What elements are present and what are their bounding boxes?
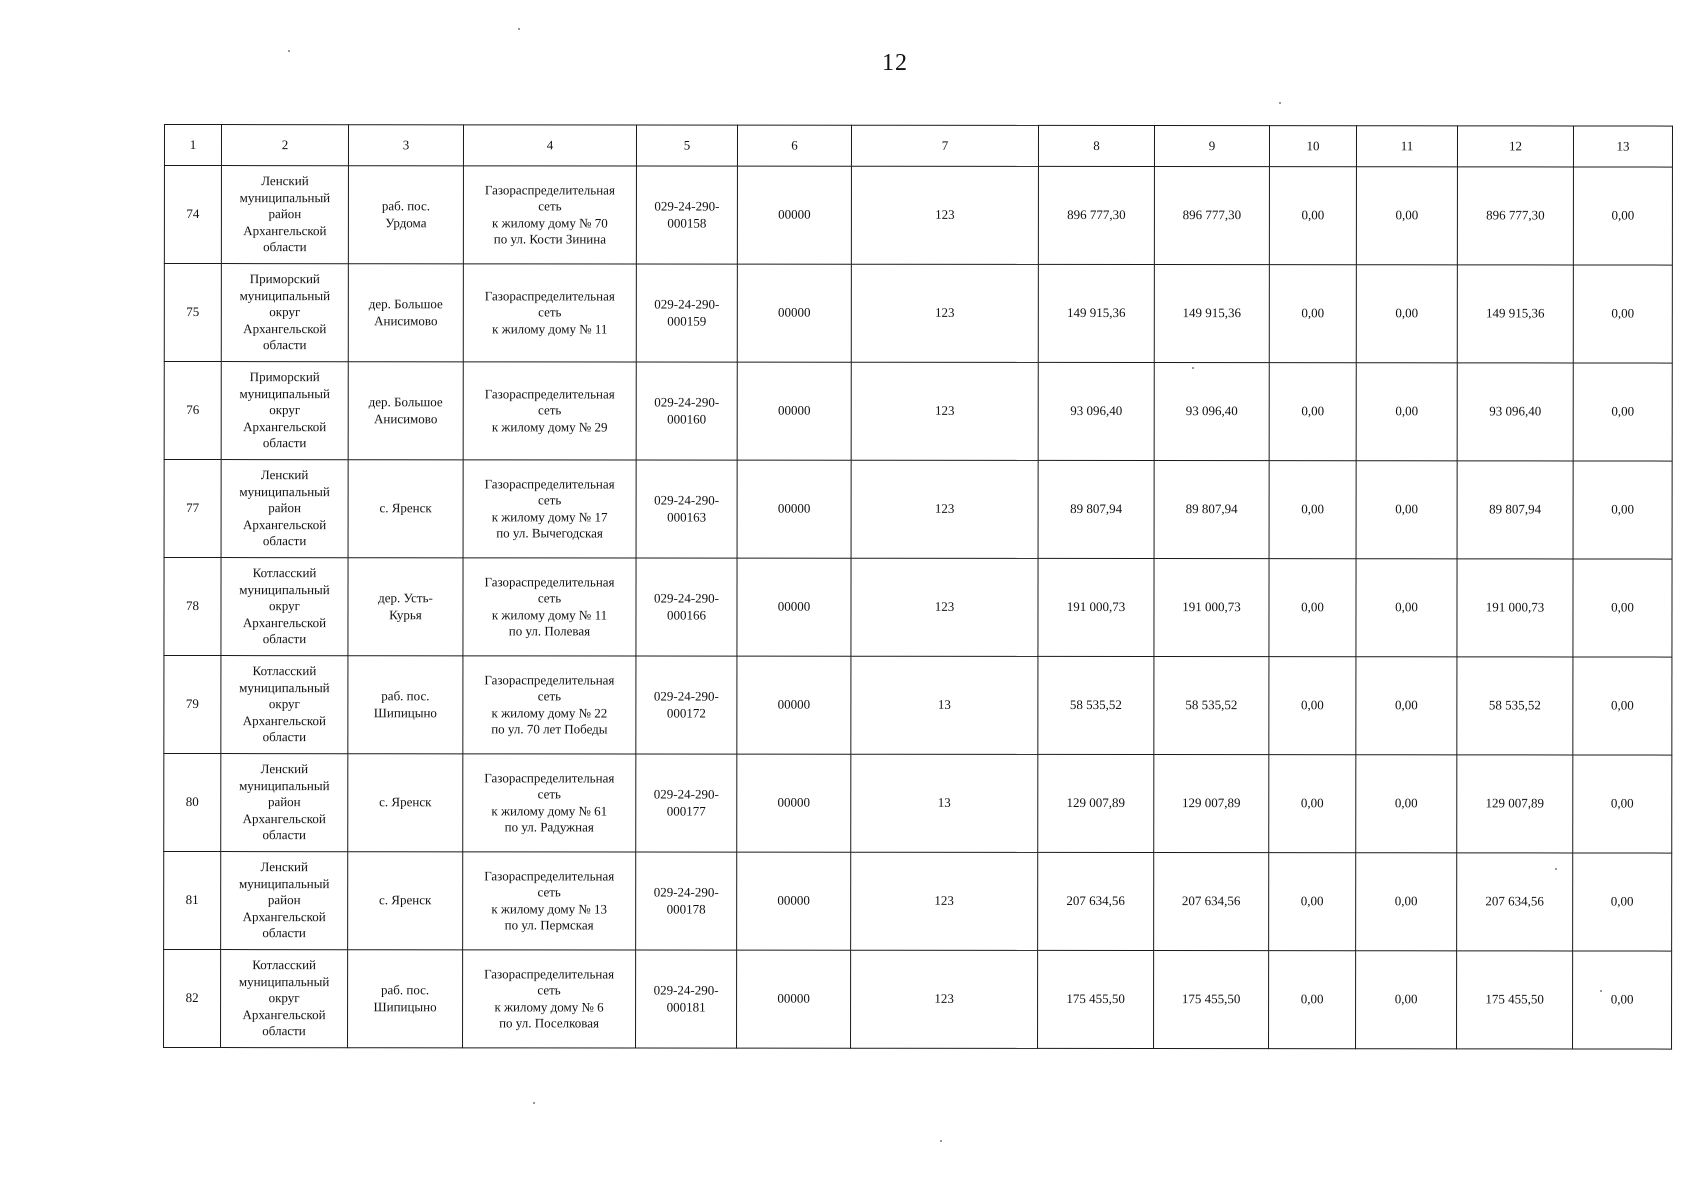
cell-text: 896 777,30: [1182, 207, 1242, 223]
table-cell: [164, 166, 221, 264]
table-cell: [1038, 852, 1154, 950]
cell-text: 029-24-290- 000159: [654, 296, 720, 329]
cell-text: 029-24-290- 000163: [654, 492, 720, 525]
table-cell: [463, 950, 636, 1048]
table-cell: [737, 852, 851, 950]
cell-text: 0,00: [1300, 795, 1324, 811]
table-cell: [1038, 166, 1154, 264]
table-cell: [737, 558, 851, 656]
cell-text: 123: [934, 893, 954, 909]
cell-text: 175 455,50: [1066, 991, 1125, 1007]
table-row: [164, 460, 1672, 560]
cell-text: 129 007,89: [1066, 795, 1126, 811]
table-cell: [851, 362, 1038, 460]
table-cell: [221, 950, 348, 1048]
table-cell: [737, 460, 851, 558]
table-cell: [348, 460, 463, 558]
cell-text: 81: [185, 892, 199, 908]
cell-text: 0,00: [1611, 599, 1634, 615]
column-number-cell: 4: [463, 125, 636, 166]
cell-text: 58 535,52: [1069, 697, 1122, 713]
cell-text: Газораспределительная сеть к жилому дому № 11 по ул. Полевая: [484, 573, 615, 639]
cell-text: 191 000,73: [1182, 599, 1241, 615]
table-cell: [164, 558, 221, 656]
cell-text: 0,00: [1394, 795, 1418, 811]
cell-text: 123: [934, 403, 955, 419]
table-cell: [1457, 657, 1573, 755]
cell-text: 00000: [777, 794, 811, 810]
table-cell: [1269, 853, 1356, 951]
cell-text: 00000: [777, 990, 810, 1006]
table-cell: [737, 264, 851, 362]
table-cell: [1457, 167, 1573, 265]
table-row: [164, 852, 1672, 952]
table-cell: [164, 264, 221, 362]
table-cell: [463, 852, 636, 950]
table-cell: [348, 656, 463, 754]
cell-text: с. Яренск: [379, 794, 432, 810]
cell-text: 129 007,89: [1485, 795, 1545, 811]
table-cell: [164, 460, 221, 558]
cell-text: 76: [186, 402, 200, 418]
table-cell: [1154, 265, 1269, 363]
table-cell: [348, 852, 463, 950]
table-cell: [1269, 461, 1356, 559]
cell-text: 0,00: [1300, 991, 1324, 1007]
table-cell: [1356, 363, 1457, 461]
scan-speck: [1192, 367, 1194, 369]
cell-text: 191 000,73: [1485, 599, 1545, 615]
page-number: 12: [882, 50, 908, 76]
cell-text: 129 007,89: [1182, 795, 1241, 811]
cell-text: Котласский муниципальный округ Архангельской области: [239, 565, 330, 647]
table-cell: [851, 166, 1038, 264]
table-cell: [463, 656, 636, 754]
table-cell: [851, 754, 1038, 852]
table-cell: [1269, 559, 1356, 657]
column-number-cell: 9: [1154, 126, 1269, 167]
table-cell: [221, 558, 348, 656]
table-cell: [1573, 461, 1672, 559]
table-cell: [348, 362, 463, 460]
cell-text: Газораспределительная сеть к жилому дому № 11: [484, 288, 615, 337]
cell-text: 0,00: [1610, 795, 1634, 811]
cell-text: Газораспределительная сеть к жилому дому № 70 по ул. Кости Зинина: [484, 181, 615, 247]
cell-text: Ленский муниципальный район Архангельской области: [239, 761, 330, 843]
cell-text: Газораспределительная сеть к жилому дому № 6 по ул. Поселковая: [484, 965, 615, 1031]
cell-text: 0,00: [1301, 207, 1325, 223]
table-cell: [1154, 755, 1269, 853]
table-cell: [463, 362, 636, 460]
table-cell: [851, 950, 1038, 1048]
cell-text: Приморский муниципальный округ Архангельской области: [239, 271, 331, 353]
column-number-cell: 12: [1457, 126, 1573, 167]
cell-text: 93 096,40: [1489, 403, 1542, 419]
cell-text: 896 777,30: [1067, 207, 1126, 223]
cell-text: 0,00: [1301, 501, 1324, 517]
cell-text: 0,00: [1394, 893, 1418, 909]
cell-text: Газораспределительная сеть к жилому дому № 22 по ул. 70 лет Победы: [484, 671, 615, 737]
cell-text: 0,00: [1395, 207, 1419, 223]
table-cell: [221, 852, 348, 950]
table-cell: [1269, 363, 1356, 461]
table-cell: [1356, 951, 1457, 1049]
table-cell: [1356, 265, 1457, 363]
cell-text: Газораспределительная сеть к жилому дому № 13 по ул. Пермская: [484, 867, 615, 933]
table-row: [164, 166, 1672, 266]
table-cell: [1038, 264, 1154, 362]
cell-text: 0,00: [1301, 697, 1324, 713]
column-number-cell: 5: [636, 125, 737, 166]
table-cell: [636, 362, 737, 460]
table-cell: [737, 656, 851, 754]
cell-text: 0,00: [1611, 305, 1635, 321]
table-cell: [1154, 951, 1269, 1049]
cell-text: 0,00: [1395, 599, 1418, 615]
table-cell: [636, 264, 737, 362]
table-cell: [636, 950, 737, 1048]
cell-text: с. Яренск: [379, 500, 432, 516]
cell-text: 79: [185, 696, 199, 712]
cell-text: 74: [186, 206, 200, 222]
table-cell: [737, 950, 851, 1048]
table-cell: [636, 852, 737, 950]
scan-speck: [1279, 102, 1281, 104]
cell-text: 029-24-290- 000158: [654, 198, 720, 231]
cell-text: 175 455,50: [1485, 991, 1544, 1007]
cell-text: Котласский муниципальный округ Архангельской области: [239, 663, 330, 745]
cell-text: 00000: [778, 206, 811, 222]
table-row: [164, 264, 1672, 364]
cell-text: 0,00: [1395, 305, 1419, 321]
table-cell: [164, 754, 221, 852]
cell-text: 82: [185, 990, 199, 1006]
cell-text: 123: [934, 501, 955, 517]
cell-text: 58 535,52: [1185, 697, 1238, 713]
table-cell: [1269, 265, 1356, 363]
column-number-cell: 2: [221, 125, 348, 166]
cell-text: 123: [935, 305, 955, 321]
table-cell: [636, 656, 737, 754]
cell-text: с. Яренск: [379, 892, 432, 908]
cell-text: 149 915,36: [1486, 305, 1545, 321]
cell-text: 896 777,30: [1486, 207, 1545, 223]
table-cell: [1038, 656, 1154, 754]
cell-text: 191 000,73: [1066, 599, 1126, 615]
cell-text: 029-24-290- 000166: [653, 590, 720, 623]
table-cell: [1038, 950, 1154, 1048]
table-cell: [164, 950, 221, 1048]
table-cell: [1573, 363, 1672, 461]
cell-text: Ленский муниципальный район Архангельской области: [238, 859, 330, 941]
cell-text: Котласский муниципальный округ Архангельской области: [238, 957, 330, 1039]
column-number-cell: 13: [1573, 126, 1672, 167]
cell-text: 0,00: [1395, 501, 1418, 517]
table-cell: [1457, 951, 1573, 1049]
table-cell: [1154, 167, 1269, 265]
table-cell: [221, 460, 348, 558]
table-cell: [348, 166, 463, 264]
cell-text: 0,00: [1610, 893, 1634, 909]
cell-text: 0,00: [1301, 599, 1324, 615]
table-cell: [1154, 559, 1269, 657]
table-cell: [463, 558, 636, 656]
cell-text: 0,00: [1610, 991, 1634, 1007]
table-cell: [1356, 461, 1457, 559]
table-cell: [221, 656, 348, 754]
scan-speck: [518, 28, 520, 30]
table-cell: [1154, 461, 1269, 559]
cell-text: 00000: [777, 402, 811, 418]
table-cell: [221, 166, 348, 264]
table-cell: [463, 754, 636, 852]
cell-text: 207 634,56: [1066, 893, 1125, 909]
cell-text: 149 915,36: [1067, 305, 1126, 321]
cell-text: 0,00: [1611, 697, 1634, 713]
cell-text: 13: [937, 697, 951, 713]
cell-text: 0,00: [1395, 403, 1419, 419]
cell-text: раб. пос. Шипицыно: [373, 982, 437, 1014]
column-number-cell: 7: [851, 125, 1038, 166]
cell-text: Газораспределительная сеть к жилому дому № 29: [484, 386, 615, 435]
cell-text: 89 807,94: [1185, 501, 1238, 517]
cell-text: 00000: [778, 304, 811, 320]
table-cell: [1457, 755, 1573, 853]
table-cell: [1038, 362, 1154, 460]
cell-text: 93 096,40: [1070, 403, 1123, 419]
scan-speck: [288, 50, 290, 52]
cell-text: 0,00: [1611, 501, 1634, 517]
table-cell: [636, 166, 737, 264]
table-cell: [737, 166, 851, 264]
table-cell: [1573, 755, 1672, 853]
column-number-cell: 1: [164, 125, 221, 166]
table-cell: [348, 754, 463, 852]
cell-text: 75: [186, 304, 200, 320]
table-cell: [851, 460, 1038, 558]
table-cell: [1356, 853, 1457, 951]
cell-text: 207 634,56: [1485, 893, 1544, 909]
cell-text: Газораспределительная сеть к жилому дому № 17 по ул. Вычегодская: [484, 475, 615, 541]
cell-text: Приморский муниципальный округ Архангельской области: [239, 369, 330, 451]
table-cell: [164, 362, 221, 460]
cell-text: 175 455,50: [1181, 991, 1241, 1007]
table-cell: [463, 166, 636, 264]
table-cell: [1269, 657, 1356, 755]
table-cell: [1573, 853, 1672, 951]
cell-text: 029-24-290- 000172: [653, 688, 719, 721]
cell-text: раб. пос. Урдома: [381, 198, 431, 230]
cell-text: раб. пос. Шипицыно: [373, 688, 437, 720]
cell-text: 207 634,56: [1181, 893, 1241, 909]
table-cell: [221, 362, 348, 460]
cell-text: дер. Большое Анисимово: [368, 296, 443, 328]
cell-text: 123: [935, 207, 955, 223]
cell-text: 00000: [777, 500, 811, 516]
table-cell: [1573, 657, 1672, 755]
cell-text: 0,00: [1395, 697, 1418, 713]
cell-text: 0,00: [1611, 207, 1635, 223]
table-cell: [348, 950, 463, 1048]
cell-text: 123: [934, 599, 955, 615]
table-cell: [737, 362, 851, 460]
cell-text: 13: [937, 795, 951, 811]
cell-text: дер. Усть- Курья: [378, 590, 433, 622]
table-cell: [1573, 167, 1672, 265]
column-number-row: [164, 125, 1672, 168]
table-cell: [851, 656, 1038, 754]
cell-text: 029-24-290- 000178: [653, 884, 719, 917]
cell-text: 80: [185, 794, 199, 810]
table-cell: [1154, 853, 1269, 951]
register-table: [163, 124, 1673, 1050]
table-cell: [164, 852, 221, 950]
table-cell: [348, 558, 463, 656]
cell-text: 0,00: [1394, 991, 1418, 1007]
table-cell: [1038, 460, 1154, 558]
column-number-cell: 6: [737, 125, 851, 166]
cell-text: Ленский муниципальный район Архангельской области: [239, 467, 330, 549]
table-cell: [1154, 657, 1269, 755]
table-cell: [1154, 363, 1269, 461]
cell-text: 58 535,52: [1488, 697, 1541, 713]
table-row: [164, 950, 1672, 1050]
cell-text: 00000: [777, 892, 810, 908]
table-cell: [1457, 559, 1573, 657]
table-cell: [1573, 265, 1672, 363]
scan-speck: [940, 1140, 942, 1142]
table-cell: [1038, 558, 1154, 656]
cell-text: 029-24-290- 000177: [653, 786, 719, 819]
cell-text: 93 096,40: [1185, 403, 1238, 419]
table-cell: [1573, 951, 1672, 1049]
table-cell: [1573, 559, 1672, 657]
cell-text: 123: [934, 991, 954, 1007]
cell-text: 029-24-290- 000160: [654, 394, 720, 427]
table-cell: [851, 852, 1038, 950]
table-cell: [737, 754, 851, 852]
table-cell: [1457, 265, 1573, 363]
table-row: [164, 362, 1672, 462]
table-cell: [851, 558, 1038, 656]
table-cell: [463, 460, 636, 558]
table-cell: [1038, 754, 1154, 852]
table-cell: [348, 264, 463, 362]
cell-text: 029-24-290- 000181: [653, 982, 719, 1015]
table-cell: [1269, 755, 1356, 853]
table-cell: [1457, 461, 1573, 559]
cell-text: 00000: [777, 598, 811, 614]
table-cell: [1356, 755, 1457, 853]
table-cell: [1269, 167, 1356, 265]
cell-text: 89 807,94: [1489, 501, 1542, 517]
table-cell: [1457, 363, 1573, 461]
column-number-cell: 10: [1269, 126, 1356, 167]
cell-text: 00000: [777, 696, 811, 712]
cell-text: 77: [186, 500, 200, 516]
cell-text: 0,00: [1300, 893, 1324, 909]
table-cell: [1269, 951, 1356, 1049]
cell-text: 149 915,36: [1182, 305, 1242, 321]
column-number-cell: 11: [1356, 126, 1457, 167]
table-cell: [221, 264, 348, 362]
table-cell: [636, 754, 737, 852]
cell-text: 78: [185, 598, 200, 614]
table-cell: [221, 754, 348, 852]
table-cell: [636, 558, 737, 656]
scan-speck: [1555, 868, 1557, 870]
scan-speck: [1600, 990, 1602, 992]
table-cell: [636, 460, 737, 558]
table-cell: [1356, 559, 1457, 657]
cell-text: дер. Большое Анисимово: [368, 394, 443, 426]
cell-text: 0,00: [1611, 403, 1635, 419]
table-row: [164, 754, 1672, 854]
table-cell: [164, 656, 221, 754]
cell-text: Ленский муниципальный район Архангельской области: [239, 173, 331, 255]
cell-text: 0,00: [1301, 403, 1325, 419]
column-number-cell: 3: [348, 125, 463, 166]
cell-text: 0,00: [1301, 305, 1325, 321]
column-number-cell: 8: [1038, 125, 1154, 166]
scan-speck: [533, 1102, 535, 1104]
table-cell: [463, 264, 636, 362]
table-cell: [1356, 657, 1457, 755]
table-row: [164, 558, 1672, 658]
table-row: [164, 656, 1672, 756]
cell-text: Газораспределительная сеть к жилому дому № 61 по ул. Радужная: [484, 769, 615, 835]
table-cell: [851, 264, 1038, 362]
cell-text: 89 807,94: [1070, 501, 1123, 517]
table-body: [164, 125, 1673, 1050]
table-cell: [1356, 167, 1457, 265]
